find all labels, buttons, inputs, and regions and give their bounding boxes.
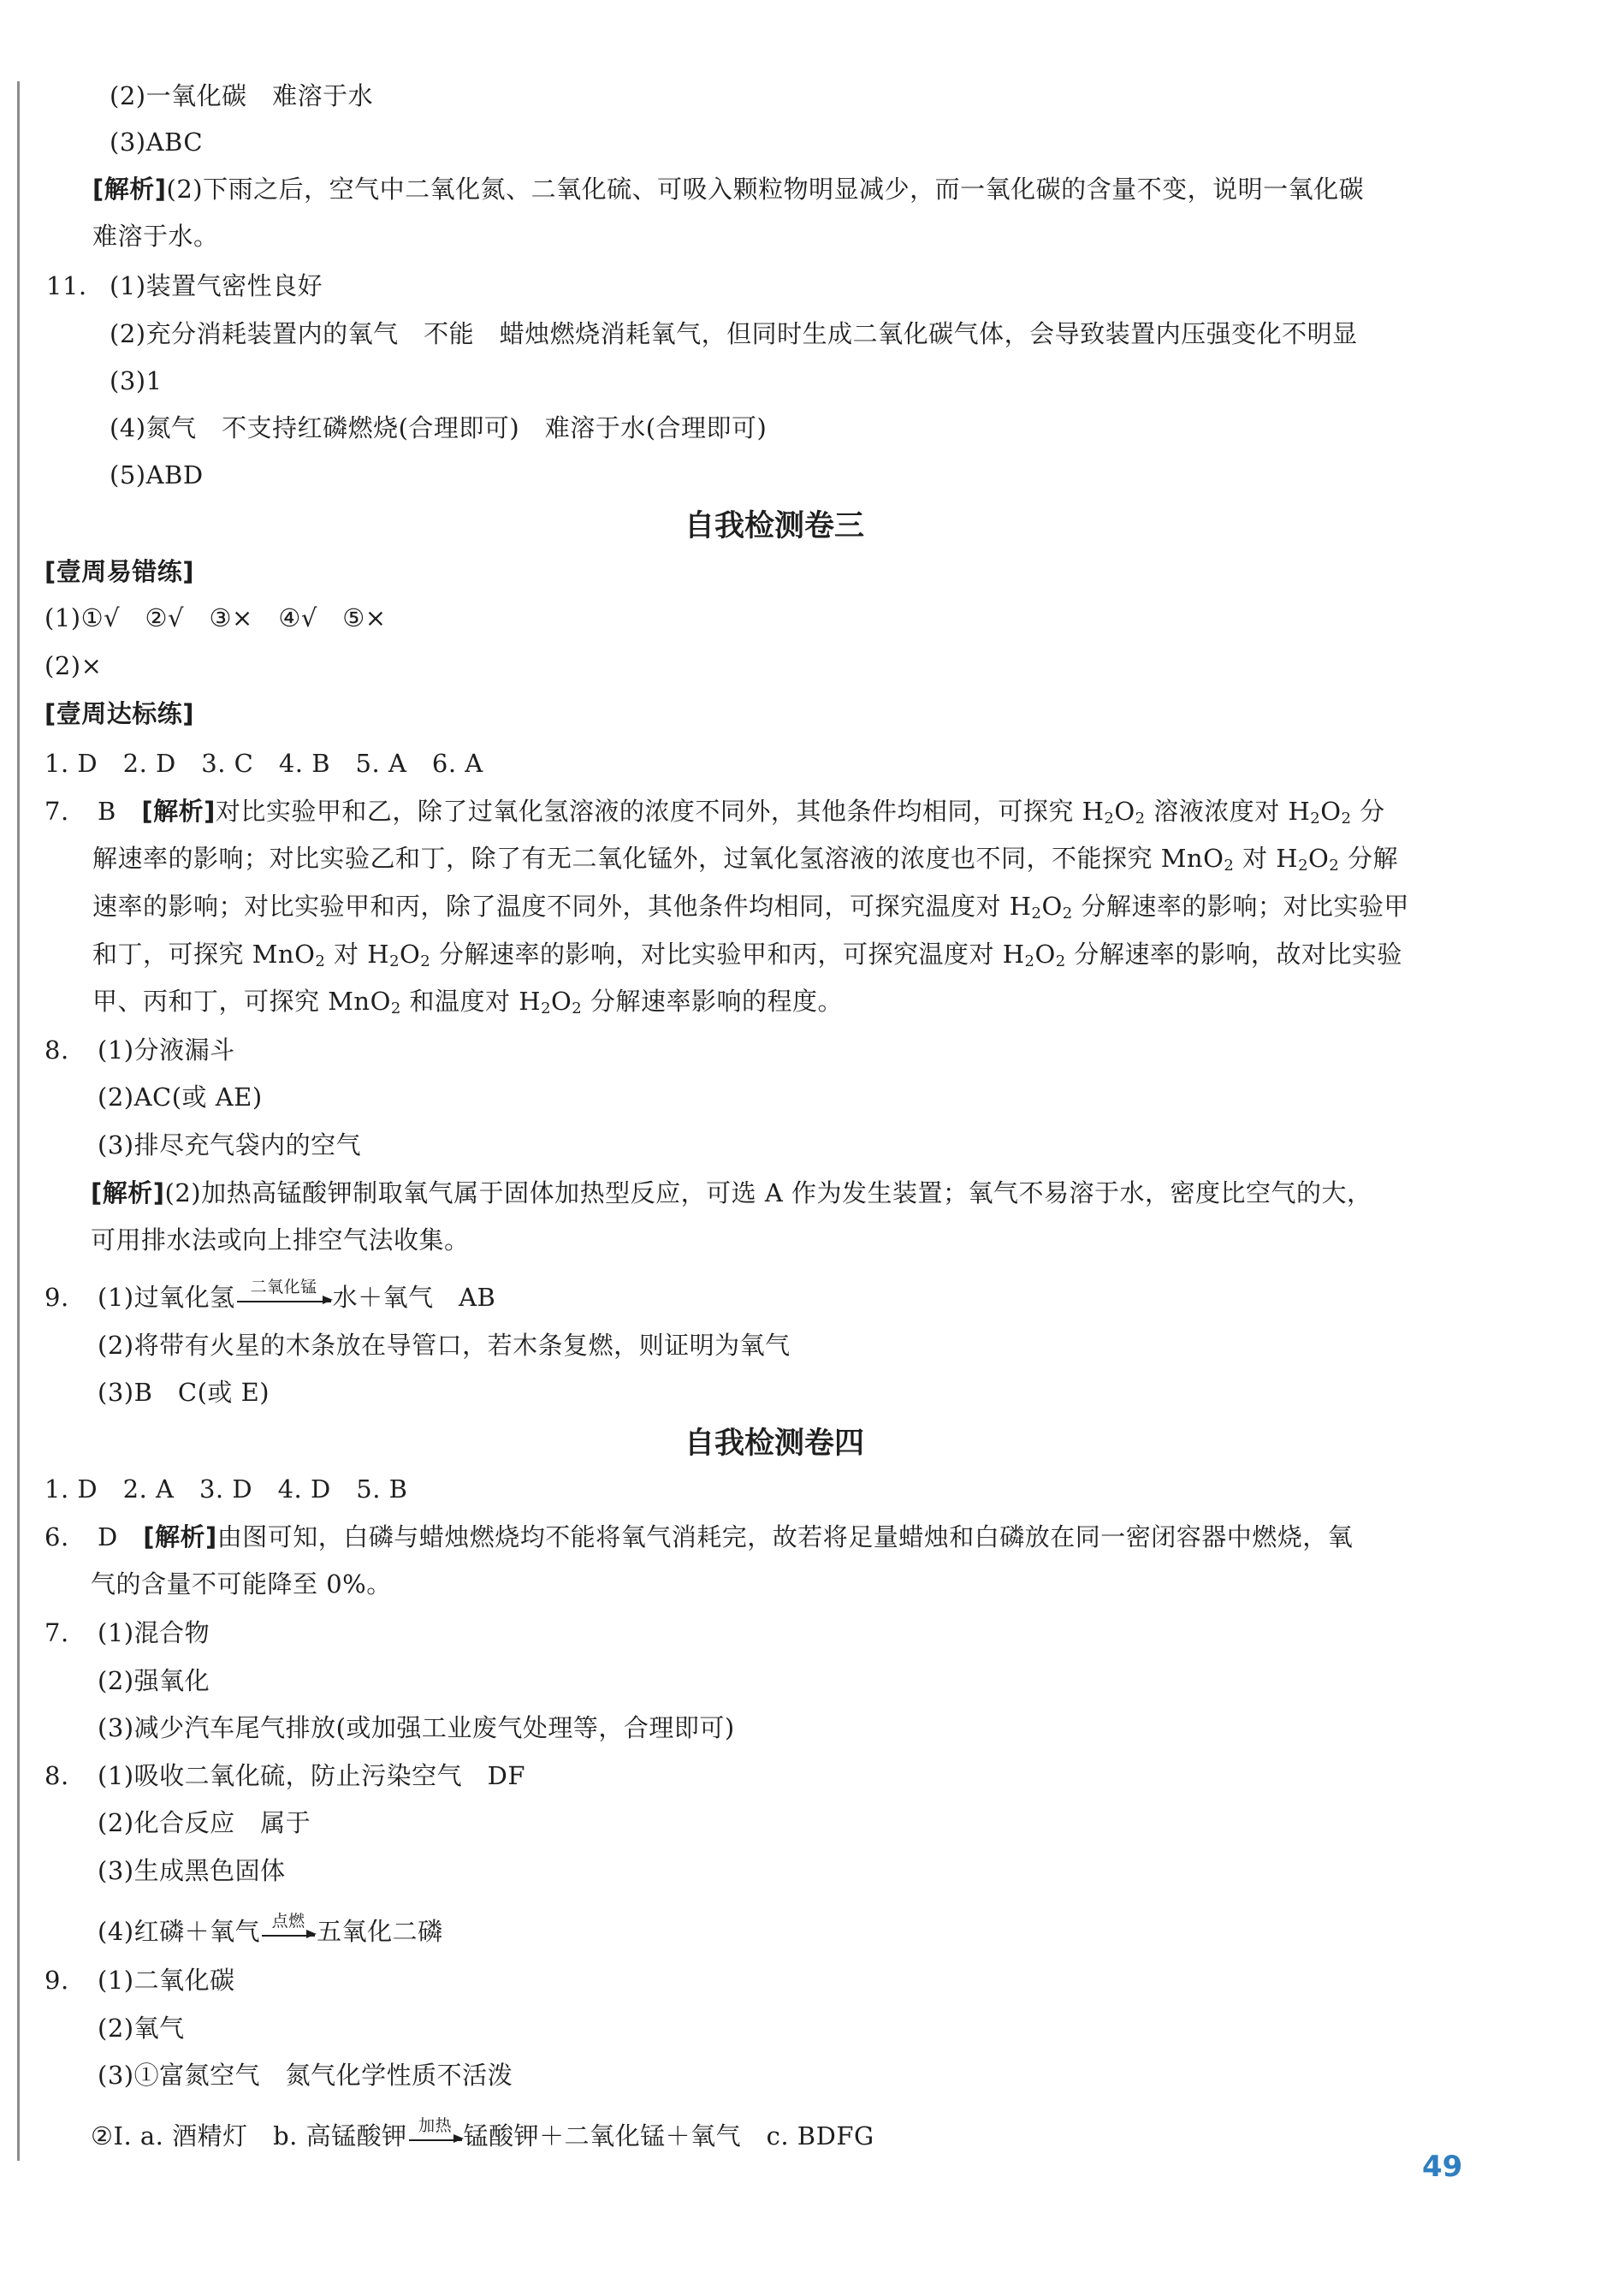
explanation-text: O [1308, 844, 1330, 873]
answer-text: (2)强氧化 [98, 1666, 210, 1695]
answer-line [98, 1080, 263, 1114]
explanation-line [91, 1176, 1372, 1210]
subscript: 2 [1224, 857, 1235, 875]
question-7 [44, 794, 1385, 828]
answer-text: (1)混合物 [98, 1618, 210, 1647]
answer-line [98, 1328, 791, 1362]
explanation-line [92, 984, 843, 1018]
subscript: 2 [1031, 905, 1042, 922]
subscript: 2 [541, 1000, 552, 1017]
subscript: 2 [1104, 810, 1115, 828]
answer-text: (1)①√ ②√ ③× ④√ ⑤× [44, 603, 387, 632]
question-7 [44, 1616, 210, 1650]
answer-text: (2)一氧化碳 难溶于水 [110, 81, 374, 110]
reaction-arrow [262, 1912, 315, 1937]
explanation-text: O [1041, 892, 1063, 921]
question-number: 7. [44, 797, 69, 826]
explanation-text: O [1114, 797, 1135, 826]
subscript: 2 [420, 952, 431, 970]
answer-line [44, 649, 102, 683]
answer-line [44, 601, 387, 635]
answer-text: D [98, 1522, 118, 1551]
explanation-text: O [1034, 940, 1056, 969]
question-11 [46, 269, 323, 303]
explanation-text: 分解速率的影响，故对比实验 [1065, 940, 1402, 969]
explanation-text: 分解速率影响的程度。 [582, 987, 843, 1016]
explanation-text: (2)加热高锰酸钾制取氧气属于固体加热型反应，可选 A 作为发生装置；氧气不易溶于水，密度比空气的大， [164, 1178, 1372, 1207]
explanation-line [92, 219, 219, 253]
question-number: 7. [44, 1618, 69, 1647]
section-label [44, 555, 194, 589]
margin-rule [17, 81, 20, 2161]
reaction-arrow [237, 1278, 331, 1302]
answer-line [110, 364, 163, 398]
explanation-text: 气的含量不可能降至 0%。 [91, 1569, 392, 1599]
answer-line [98, 1914, 443, 1949]
subscript: 2 [1341, 810, 1352, 828]
answer-text: 水＋氧气 AB [332, 1283, 496, 1312]
question-9 [44, 1963, 235, 1997]
explanation-text: 可用排水法或向上排空气法收集。 [91, 1225, 470, 1255]
answer-text: (1)分液漏斗 [98, 1035, 235, 1065]
explanation-text: 由图可知，白磷与蜡烛燃烧均不能将氧气消耗完，故若将足量蜡烛和白磷放在同一密闭容器中燃烧，氧 [216, 1522, 1354, 1551]
explanation-tag: [解析] [143, 1522, 217, 1551]
answer-text: ②Ⅰ. a. 酒精灯 b. 高锰酸钾 [91, 2121, 407, 2150]
answer-line [98, 1854, 286, 1888]
explanation-text: 分解 [1339, 844, 1398, 873]
answer-line [110, 411, 767, 445]
subscript: 2 [315, 952, 326, 970]
answer-text: (4)氮气 不支持红磷燃烧(合理即可) 难溶于水(合理即可) [110, 413, 768, 442]
subscript: 2 [572, 1000, 583, 1017]
question-6 [44, 1520, 1353, 1554]
explanation-text: 对 H [325, 940, 390, 969]
reaction-arrow [409, 2116, 462, 2141]
answer-line [98, 1806, 311, 1840]
answer-text: (3)ABC [110, 128, 204, 157]
page-number: 49 [1422, 2150, 1463, 2184]
question-number: 8. [44, 1035, 69, 1065]
subscript: 2 [389, 952, 400, 970]
answer-text: (3)生成黑色固体 [98, 1856, 286, 1885]
explanation-text: 难溶于水。 [92, 222, 219, 251]
answer-line [110, 125, 203, 159]
answer-text: (2)将带有火星的木条放在导管口，若木条复燃，则证明为氧气 [98, 1331, 791, 1360]
explanation-text: 分解速率的影响，对比实验甲和丙，可探究温度对 H [430, 940, 1025, 969]
answer-text: (3)①富氮空气 氮气化学性质不活泼 [98, 2061, 513, 2090]
answer-text: (3)减少汽车尾气排放(或加强工业废气处理等，合理即可) [98, 1713, 735, 1742]
subscript: 2 [1062, 905, 1073, 922]
answer-text: 五氧化二磷 [317, 1917, 443, 1946]
section-title: 自我检测卷四 [684, 1427, 864, 1461]
answer-text: (2)化合反应 属于 [98, 1808, 311, 1837]
question-number: 6. [44, 1522, 69, 1551]
explanation-line [92, 937, 1402, 971]
answer-text: (1)二氧化碳 [98, 1966, 235, 1995]
answer-text: (2)× [44, 651, 103, 680]
subscript: 2 [1329, 857, 1340, 875]
explanation-text: 分解速率的影响；对比实验甲 [1072, 892, 1409, 921]
section-label-text: [壹周易错练] [44, 557, 195, 586]
explanation-text: 和温度对 H [400, 987, 542, 1016]
subscript: 2 [1135, 810, 1146, 828]
answer-text: (3)B C(或 E) [98, 1378, 270, 1407]
explanation-text: (2)下雨之后，空气中二氧化氮、二氧化硫、可吸入颗粒物明显减少，而一氧化碳的含量不变，说明一氧化碳 [166, 175, 1365, 204]
explanation-line [92, 172, 1364, 206]
answer-text: 1. D 2. D 3. C 4. B 5. A 6. A [44, 749, 483, 778]
explanation-tag: [解析] [92, 175, 167, 204]
section-label [44, 697, 194, 731]
answer-line [110, 458, 204, 492]
answer-line [110, 317, 1358, 351]
explanation-text: O [1320, 797, 1342, 826]
question-number: 9. [44, 1966, 69, 1995]
answer-line [44, 1472, 407, 1506]
reaction-condition: 二氧化锰 [250, 1278, 317, 1296]
explanation-line [92, 889, 1409, 923]
answer-text: (1)吸收二氧化硫，防止污染空气 DF [98, 1761, 525, 1790]
question-8 [44, 1759, 525, 1793]
answer-line [44, 746, 483, 780]
explanation-text: 溶液浓度对 H [1145, 797, 1311, 826]
answer-line [98, 1128, 361, 1162]
answer-text: (3)排尽充气袋内的空气 [98, 1130, 362, 1160]
subscript: 2 [1310, 810, 1321, 828]
answer-line [98, 1711, 735, 1745]
explanation-text: 和丁，可探究 MnO [92, 940, 316, 969]
section-label-text: [壹周达标练] [44, 699, 195, 728]
subscript: 2 [1024, 952, 1035, 970]
explanation-line [92, 841, 1398, 875]
question-number: 9. [44, 1283, 69, 1312]
answer-text: (2)充分消耗装置内的氧气 不能 蜡烛燃烧消耗氧气，但同时生成二氧化碳气体，会导致装置内压强变化不明显 [110, 319, 1358, 348]
answer-line [98, 1664, 210, 1698]
question-number: 11. [46, 271, 87, 300]
explanation-line [91, 1223, 470, 1257]
explanation-text: O [551, 987, 572, 1016]
answer-text: (1)过氧化氢 [98, 1283, 235, 1312]
subscript: 2 [1298, 857, 1309, 875]
answer-line [98, 2058, 513, 2092]
explanation-text: 对 H [1234, 844, 1299, 873]
explanation-text: 解速率的影响；对比实验乙和丁，除了有无二氧化锰外，过氧化氢溶液的浓度也不同，不能探究 MnO [92, 844, 1224, 873]
question-9 [44, 1280, 495, 1314]
explanation-text: 速率的影响；对比实验甲和丙，除了温度不同外，其他条件均相同，可探究温度对 H [92, 892, 1032, 921]
answer-text: B [98, 797, 116, 826]
answer-text: (4)红磷＋氧气 [98, 1917, 261, 1946]
answer-text: 1. D 2. A 3. D 4. D 5. B [44, 1474, 408, 1504]
explanation-text: 对比实验甲和乙，除了过氧化氢溶液的浓度不同外，其他条件均相同，可探究 H [215, 797, 1105, 826]
explanation-tag: [解析] [91, 1178, 165, 1207]
answer-text: (1)装置气密性良好 [110, 271, 323, 300]
answer-text: (5)ABD [110, 460, 204, 489]
explanation-text: 分 [1351, 797, 1385, 826]
subscript: 2 [1055, 952, 1066, 970]
section-title: 自我检测卷三 [684, 509, 864, 543]
answer-text: (2)氧气 [98, 2014, 185, 2043]
answer-text: 锰酸钾＋二氧化锰＋氧气 c. BDFG [463, 2121, 874, 2150]
explanation-text: 甲、丙和丁，可探究 MnO [92, 987, 391, 1016]
question-8 [44, 1033, 235, 1067]
answer-line [98, 2011, 185, 2045]
explanation-text: O [400, 940, 421, 969]
answer-line [110, 79, 373, 113]
answer-line [98, 1375, 270, 1409]
question-number: 8. [44, 1761, 69, 1790]
subscript: 2 [390, 1000, 401, 1017]
answer-text: (3)1 [110, 366, 163, 395]
reaction-condition: 加热 [418, 2116, 453, 2135]
explanation-tag: [解析] [141, 797, 216, 826]
explanation-line [91, 1567, 392, 1601]
answer-text: (2)AC(或 AE) [98, 1083, 263, 1112]
reaction-condition: 点燃 [271, 1912, 305, 1931]
answer-line [91, 2116, 874, 2153]
